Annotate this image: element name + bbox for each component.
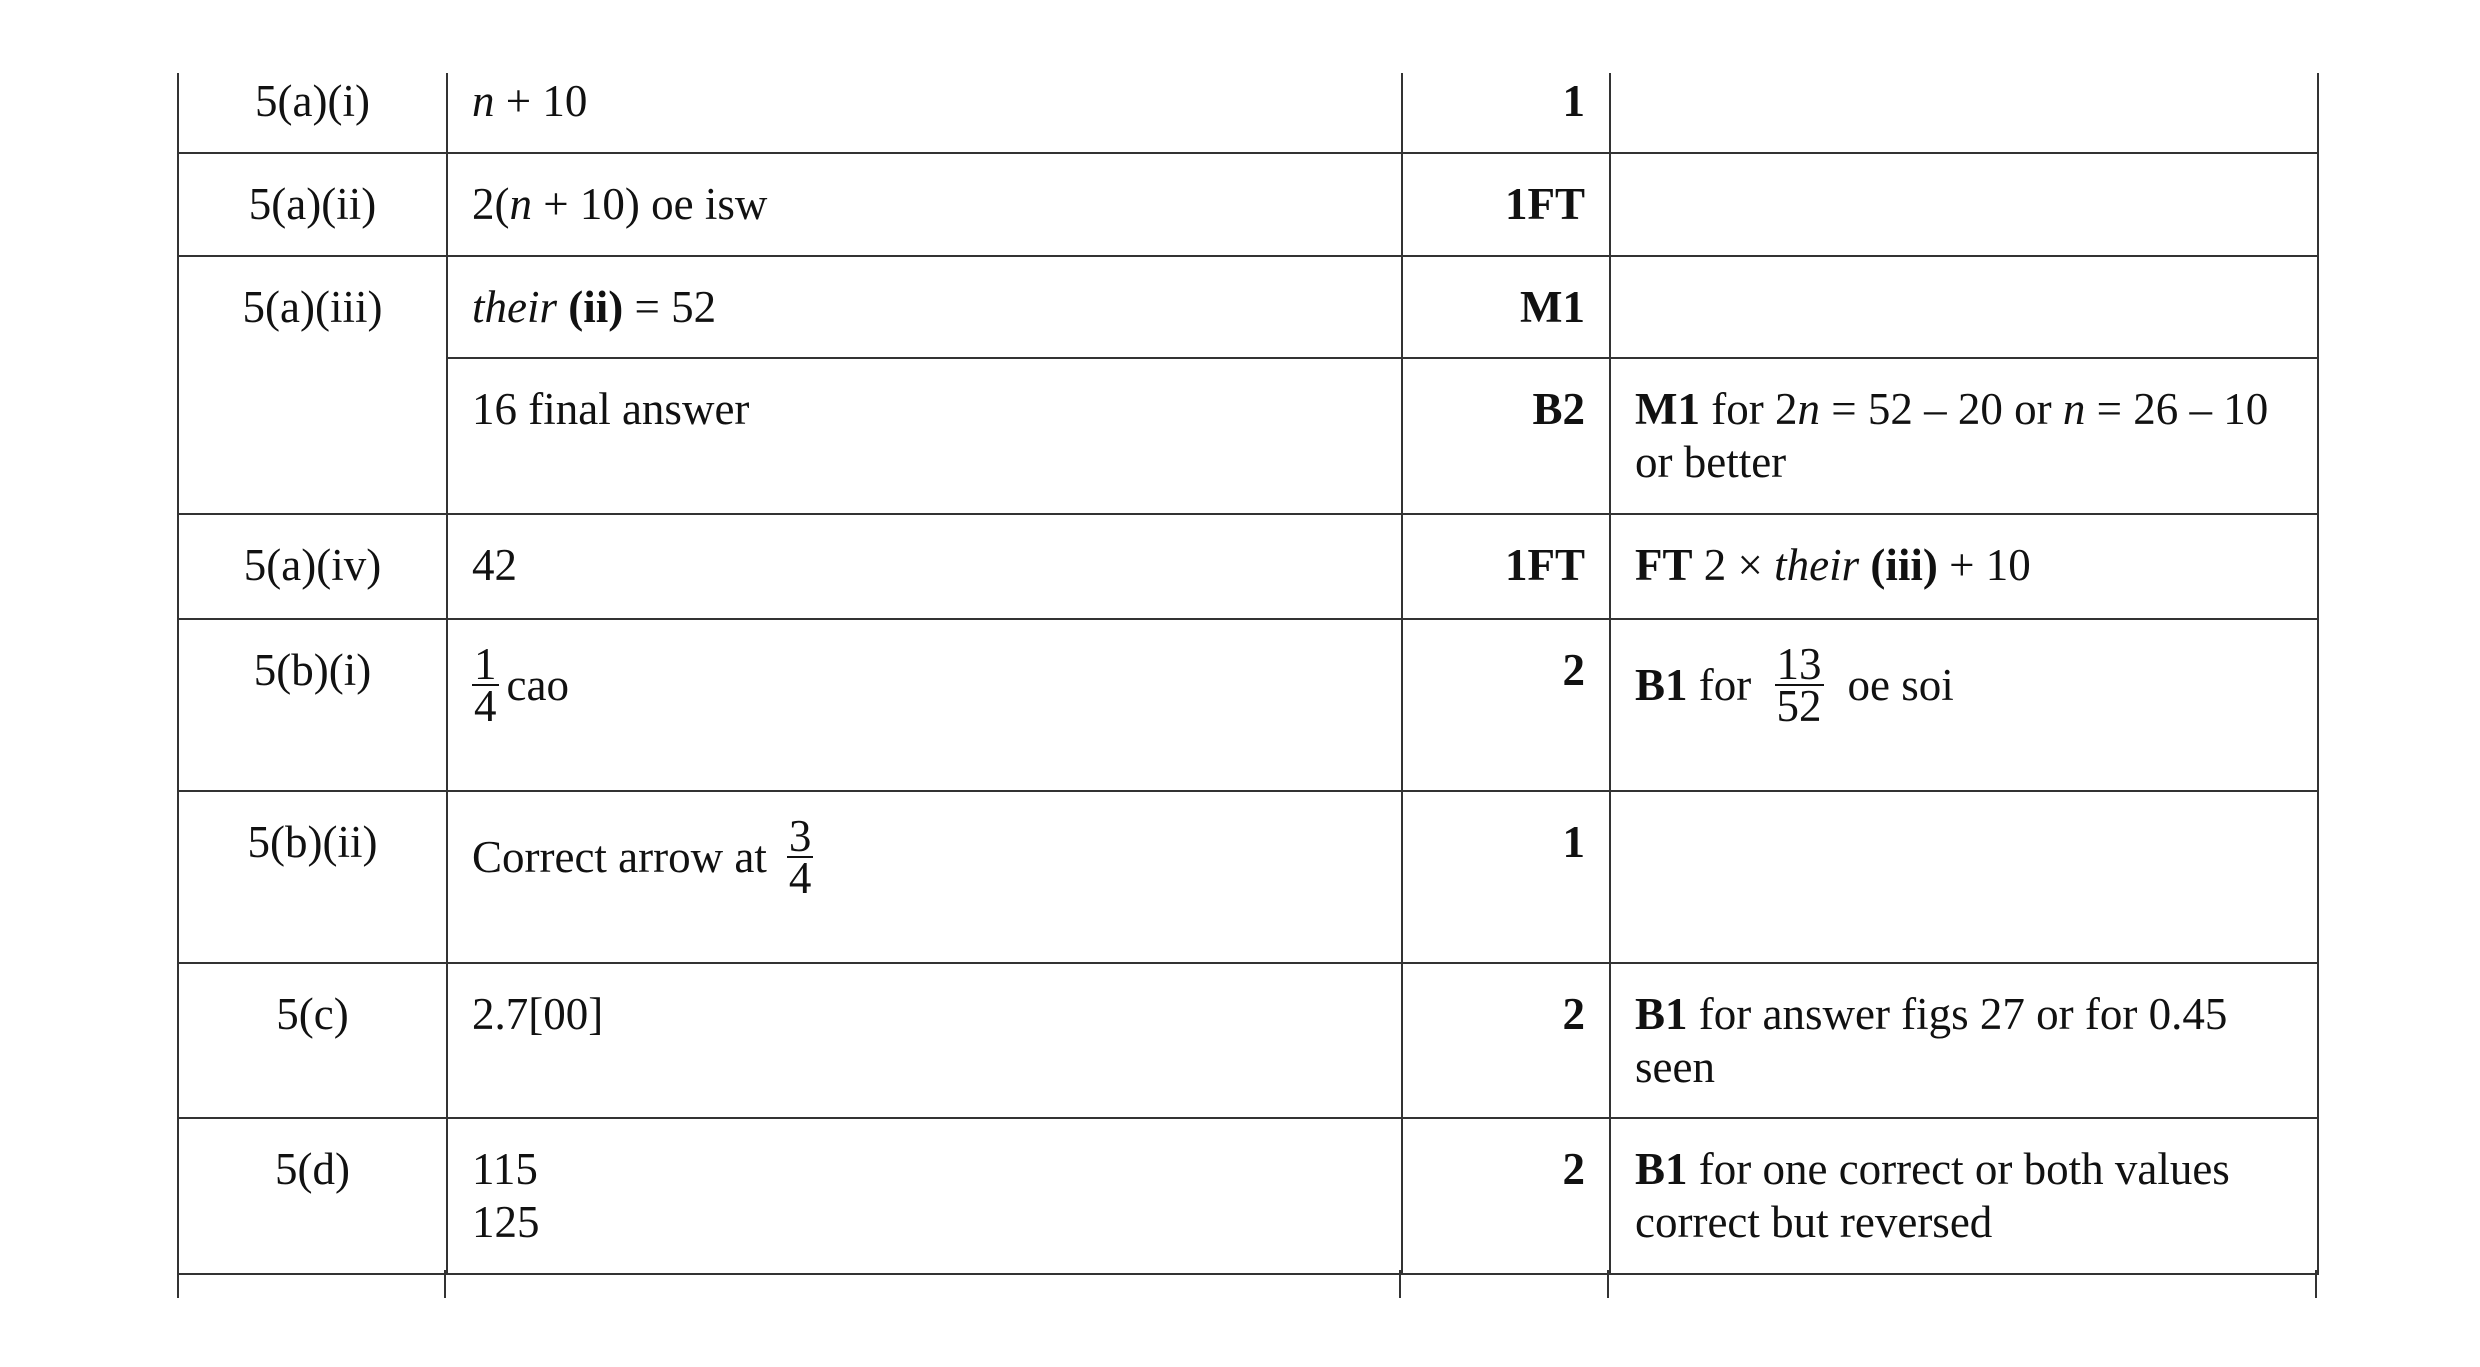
table-continuation bbox=[177, 1270, 2317, 1298]
table-row bbox=[178, 358, 2318, 514]
answer-bold: (ii) bbox=[568, 282, 624, 332]
question-cell: 5(a)(i) bbox=[178, 73, 447, 153]
answer-suffix: cao bbox=[506, 659, 569, 710]
question-cell: 5(a)(iii) bbox=[178, 256, 447, 514]
question-cell: 5(b)(ii) bbox=[178, 791, 447, 963]
marks-cell: 2 bbox=[1402, 963, 1610, 1118]
guidance-bold: B1 bbox=[1635, 659, 1688, 710]
answer-text: = 52 bbox=[623, 282, 717, 332]
guidance-text: for bbox=[1687, 659, 1763, 710]
table-row bbox=[178, 963, 2318, 1118]
question-cell: 5(b)(i) bbox=[178, 619, 447, 791]
column-rule bbox=[2315, 1270, 2317, 1298]
question-cell: 5(a)(iv) bbox=[178, 514, 447, 619]
answer-line: 115 bbox=[472, 1144, 538, 1194]
marks-cell: 1 bbox=[1402, 73, 1610, 153]
guidance-text: + 10 bbox=[1937, 540, 2031, 590]
answer-italic: their bbox=[472, 282, 557, 332]
guidance-cell bbox=[1610, 256, 2318, 358]
marks-cell: 2 bbox=[1402, 619, 1610, 791]
guidance-text: for answer figs 27 or for 0.45 seen bbox=[1635, 989, 2228, 1092]
guidance-cell bbox=[1610, 358, 2318, 514]
answer-text: Correct arrow at bbox=[472, 831, 767, 882]
answer-cell bbox=[447, 73, 1402, 153]
answer-cell bbox=[447, 256, 1402, 358]
marks-cell: 2 bbox=[1402, 1118, 1610, 1274]
table-row bbox=[178, 514, 2318, 619]
marks-cell: 1FT bbox=[1402, 514, 1610, 619]
fraction-numerator: 13 bbox=[1776, 639, 1822, 689]
guidance-fraction bbox=[1775, 639, 1824, 731]
answer-cell bbox=[447, 791, 1402, 963]
guidance-cell bbox=[1610, 963, 2318, 1118]
question-cell: 5(d) bbox=[178, 1118, 447, 1274]
fraction-numerator: 1 bbox=[474, 639, 497, 689]
answer-cell: 2.7[00] bbox=[447, 963, 1402, 1118]
guidance-bold: (iii) bbox=[1870, 540, 1938, 590]
marks-cell: 1 bbox=[1402, 791, 1610, 963]
guidance-cell bbox=[1610, 514, 2318, 619]
guidance-cell bbox=[1610, 153, 2318, 256]
answer-text: + 10) oe isw bbox=[532, 179, 768, 229]
marks-cell: B2 bbox=[1402, 358, 1610, 514]
answer-cell bbox=[447, 153, 1402, 256]
column-rule bbox=[444, 1270, 446, 1298]
guidance-bold: FT bbox=[1635, 540, 1693, 590]
answer-cell bbox=[447, 619, 1402, 791]
table-row bbox=[178, 256, 2318, 358]
table-row bbox=[178, 619, 2318, 791]
marks-cell: M1 bbox=[1402, 256, 1610, 358]
marks-cell: 1FT bbox=[1402, 153, 1610, 256]
guidance-text: 2 × bbox=[1692, 540, 1775, 590]
fraction-denominator: 4 bbox=[474, 681, 497, 731]
answer-cell bbox=[447, 1118, 1402, 1274]
guidance-variable: n bbox=[2062, 384, 2086, 434]
guidance-cell bbox=[1610, 791, 2318, 963]
question-cell: 5(a)(ii) bbox=[178, 153, 447, 256]
answer-fraction bbox=[787, 811, 814, 903]
answer-text: + 10 bbox=[494, 76, 588, 126]
guidance-text: for 2 bbox=[1699, 384, 1798, 434]
guidance-bold: B1 bbox=[1635, 989, 1688, 1039]
guidance-variable: n bbox=[1797, 384, 1820, 434]
answer-cell: 16 final answer bbox=[447, 358, 1402, 514]
guidance-text: = 52 – 20 or bbox=[1819, 384, 2063, 434]
table-row bbox=[178, 153, 2318, 256]
column-rule bbox=[1399, 1270, 1401, 1298]
answer-fraction bbox=[472, 639, 499, 731]
guidance-bold: B1 bbox=[1635, 1144, 1688, 1194]
guidance-cell bbox=[1610, 73, 2318, 153]
guidance-suffix: oe soi bbox=[1847, 659, 1954, 710]
guidance-cell bbox=[1610, 619, 2318, 791]
table-row bbox=[178, 791, 2318, 963]
table-row bbox=[178, 73, 2318, 153]
answer-cell: 42 bbox=[447, 514, 1402, 619]
answer-variable: n bbox=[509, 179, 532, 229]
guidance-text: for one correct or both values correct but reversed bbox=[1635, 1144, 2230, 1247]
column-rule bbox=[177, 1270, 179, 1298]
guidance-italic: their bbox=[1774, 540, 1860, 590]
guidance-cell bbox=[1610, 1118, 2318, 1274]
fraction-numerator: 3 bbox=[788, 811, 812, 861]
column-rule bbox=[1607, 1270, 1609, 1298]
fraction-denominator: 52 bbox=[1776, 681, 1822, 731]
table-row bbox=[178, 1118, 2318, 1274]
answer-line: 125 bbox=[472, 1197, 540, 1247]
answer-prefix: 2( bbox=[472, 179, 510, 229]
mark-scheme-table bbox=[177, 73, 2319, 1275]
fraction-denominator: 4 bbox=[788, 853, 812, 903]
answer-variable: n bbox=[472, 76, 495, 126]
question-cell: 5(c) bbox=[178, 963, 447, 1118]
guidance-bold: M1 bbox=[1635, 384, 1700, 434]
guidance-text: = 26 – 10 or better bbox=[1635, 384, 2269, 487]
